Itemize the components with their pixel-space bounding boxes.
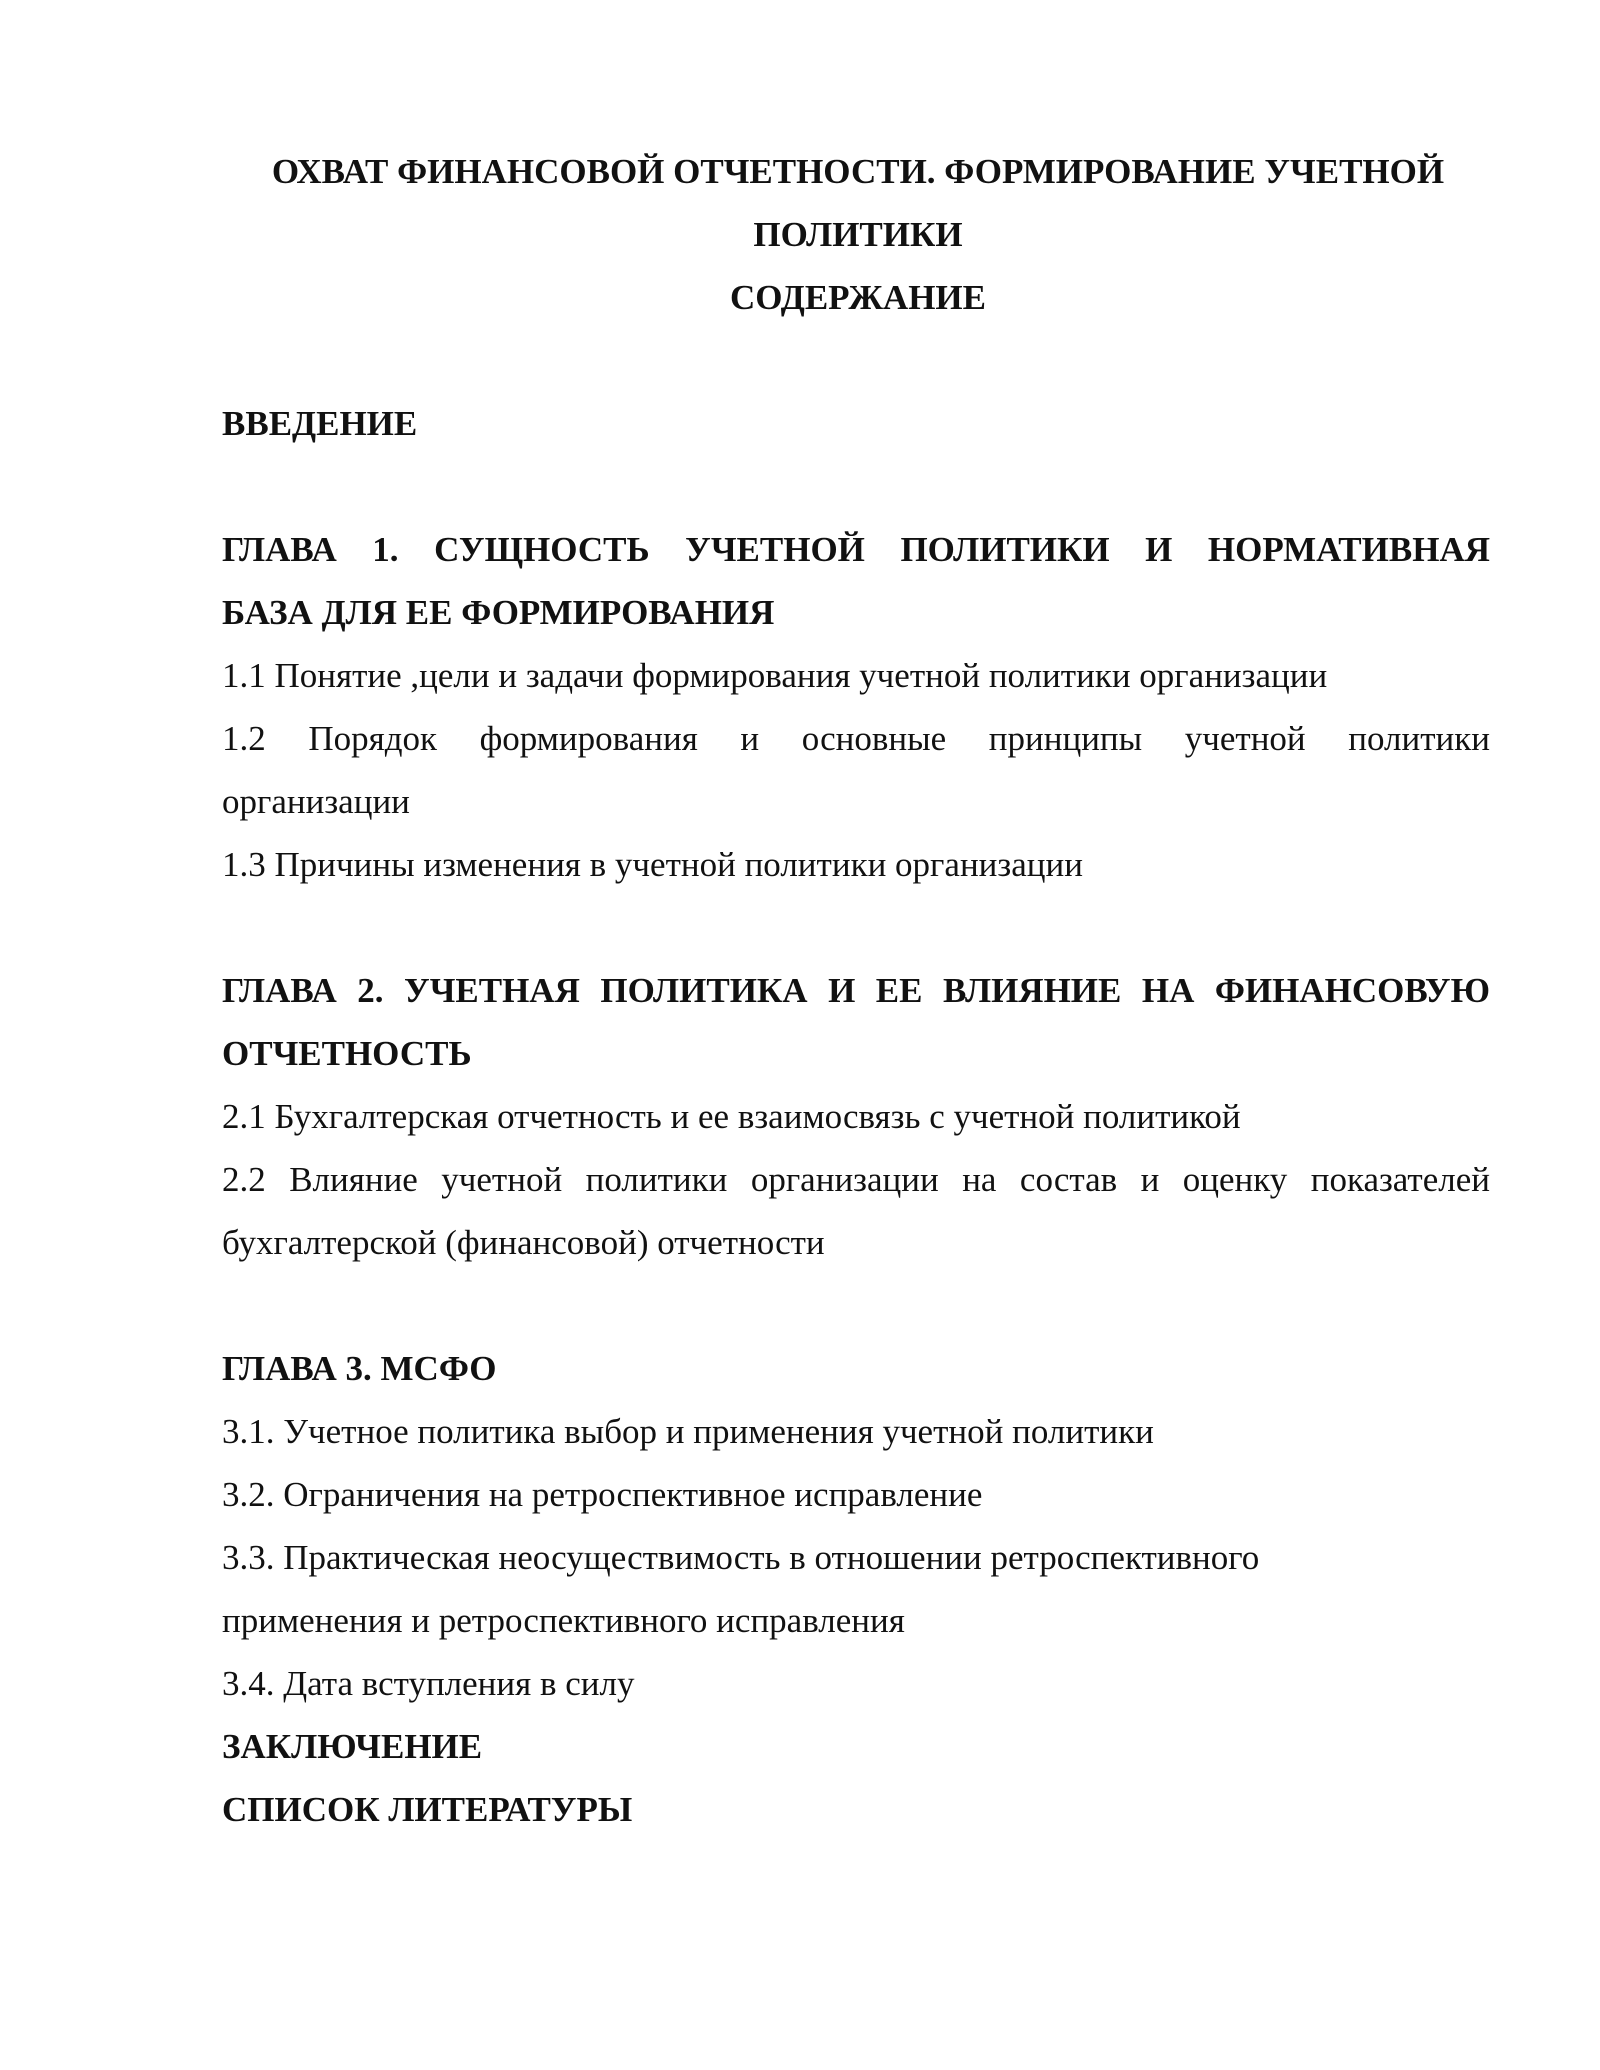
toc-item: 3.4. Дата вступления в силу — [222, 1664, 635, 1703]
document-page — [222, 140, 1490, 1841]
conclusion-heading: ЗАКЛЮЧЕНИЕ — [222, 1727, 483, 1766]
toc-item-continuation: организации — [222, 782, 410, 821]
spacer — [222, 329, 1490, 392]
toc-item: 2.2 Влияние учетной политики организации на состав и оценку показателей — [222, 1160, 1490, 1199]
toc-item: 1.2 Порядок формирования и основные принципы учетной политики — [222, 719, 1490, 758]
toc-item: 1.1 Понятие ,цели и задачи формирования учетной политики организации — [222, 656, 1328, 695]
contents-heading: СОДЕРЖАНИЕ — [729, 278, 986, 317]
document-title-line-1: ОХВАТ ФИНАНСОВОЙ ОТЧЕТНОСТИ. ФОРМИРОВАНИЕ УЧЕТНОЙ — [271, 152, 1445, 191]
spacer — [222, 1274, 1490, 1337]
chapter-2-heading-line-1: ГЛАВА 2. УЧЕТНАЯ ПОЛИТИКА И ЕЕ ВЛИЯНИЕ НА ФИНАНСОВУЮ — [222, 971, 1490, 1010]
bibliography-heading: СПИСОК ЛИТЕРАТУРЫ — [222, 1790, 633, 1829]
spacer — [222, 455, 1490, 518]
intro-heading: ВВЕДЕНИЕ — [222, 404, 418, 443]
chapter-1-heading-line-2: БАЗА ДЛЯ ЕЕ ФОРМИРОВАНИЯ — [222, 593, 775, 632]
document-title-line-2: ПОЛИТИКИ — [753, 215, 963, 254]
toc-item-continuation: бухгалтерской (финансовой) отчетности — [222, 1223, 825, 1262]
chapter-3-heading: ГЛАВА 3. МСФО — [222, 1349, 497, 1388]
toc-item: 1.3 Причины изменения в учетной политики организации — [222, 845, 1083, 884]
toc-item: 3.3. Практическая неосуществимость в отношении ретроспективного — [222, 1538, 1260, 1577]
spacer — [222, 896, 1490, 959]
chapter-2-heading-line-2: ОТЧЕТНОСТЬ — [222, 1034, 472, 1073]
toc-item: 3.1. Учетное политика выбор и применения учетной политики — [222, 1412, 1154, 1451]
toc-item-continuation: применения и ретроспективного исправления — [222, 1601, 905, 1640]
toc-item: 3.2. Ограничения на ретроспективное исправление — [222, 1475, 983, 1514]
toc-item: 2.1 Бухгалтерская отчетность и ее взаимосвязь с учетной политикой — [222, 1097, 1241, 1136]
chapter-1-heading-line-1: ГЛАВА 1. СУЩНОСТЬ УЧЕТНОЙ ПОЛИТИКИ И НОРМАТИВНАЯ — [222, 530, 1490, 569]
